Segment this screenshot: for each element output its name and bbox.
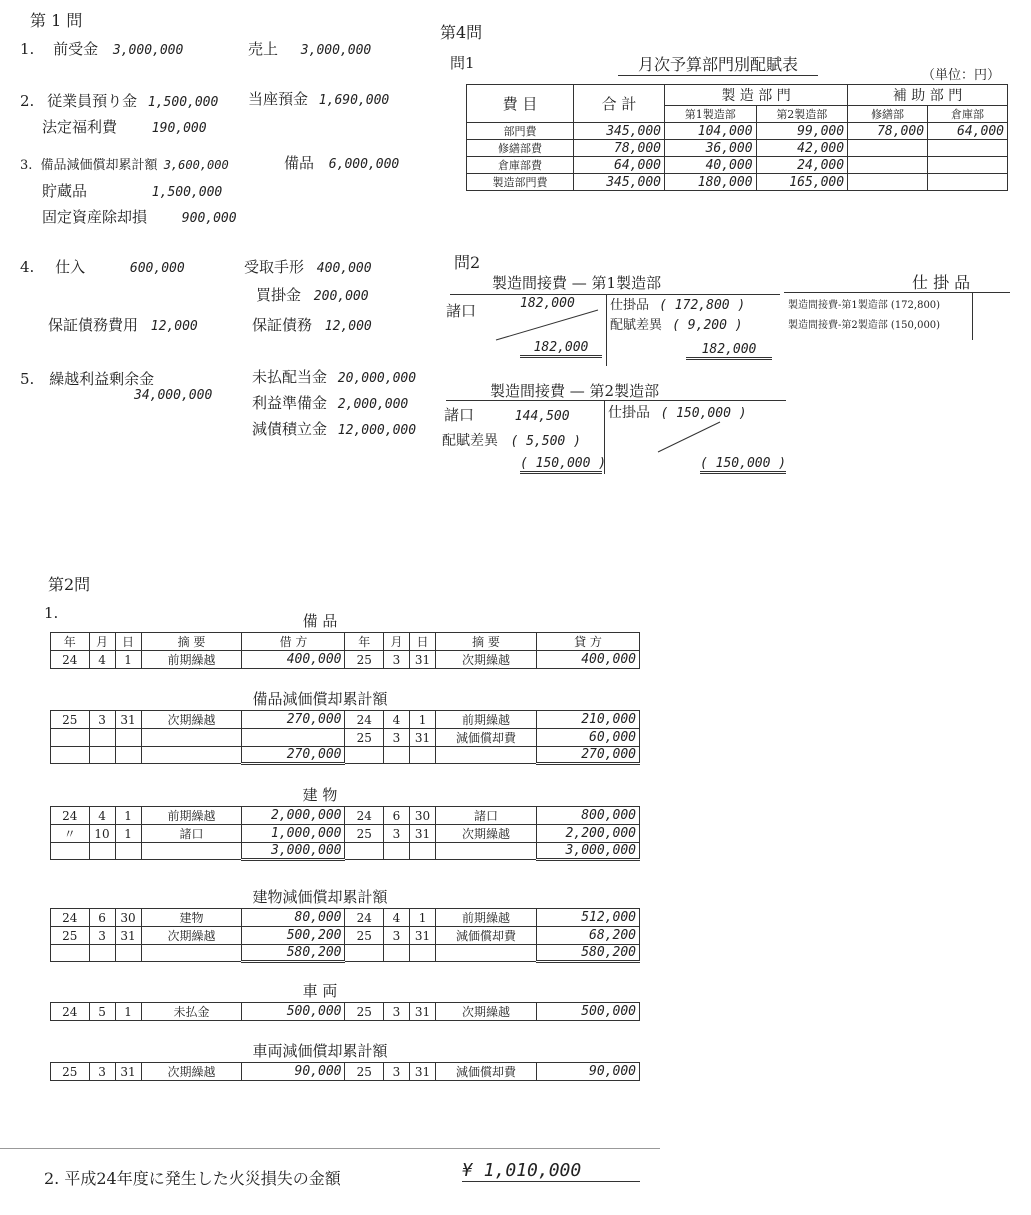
ledger-cell: 31	[410, 1063, 436, 1081]
ledger-cell: 31	[115, 711, 141, 729]
header-warehouse: 倉庫部	[928, 106, 1008, 123]
item-no: 5.	[20, 370, 35, 388]
t-account-2-l1	[444, 404, 570, 425]
q1-item-4	[20, 256, 185, 277]
ledger-cell	[383, 747, 409, 764]
entry-label: 仕掛品	[610, 298, 650, 313]
ledger-cell: 24	[345, 909, 384, 927]
ledger-cell: 減価償却費	[436, 729, 537, 747]
ledger-cell	[51, 843, 90, 860]
row-name: 修繕部費	[467, 140, 574, 157]
t-account-2-left-total: ( 150,000 )	[520, 456, 602, 474]
q1-item-2-line2	[42, 116, 207, 137]
q4-part2-label: 問2	[454, 253, 481, 272]
ledger-title: 備 品	[302, 612, 338, 630]
ledger-cell: 減価償却費	[436, 1063, 537, 1081]
ledger-cell	[436, 945, 537, 962]
t-account-1-right-total: 182,000	[686, 342, 772, 360]
cell: 345,000	[574, 174, 665, 191]
cell	[928, 174, 1008, 191]
ledger-cell: 25	[51, 1063, 90, 1081]
account-name: 利益準備金	[252, 394, 328, 412]
ledger-cell: 800,000	[536, 807, 639, 825]
t-account-1-slash	[492, 306, 602, 342]
entry-value: 144,500	[514, 409, 570, 424]
ledger-cell: 210,000	[536, 711, 639, 729]
ledger-header-m: 月	[89, 633, 115, 651]
account-name: 備品	[284, 154, 315, 172]
cell: 180,000	[665, 174, 757, 191]
account-name: 受取手形	[244, 258, 305, 276]
amount: 20,000,000	[337, 371, 417, 386]
ledger-cell	[436, 843, 537, 860]
ledger-cell: 25	[345, 825, 384, 843]
amount: 3,000,000	[112, 43, 184, 58]
ledger-cell	[89, 843, 115, 860]
ledger-cell: 前期繰越	[141, 807, 242, 825]
cell: 99,000	[756, 123, 848, 140]
ledger-total-row	[51, 747, 640, 764]
ledger-cell: 25	[345, 1003, 384, 1021]
ledger-cell: 4	[89, 807, 115, 825]
item-no: 4.	[20, 258, 35, 276]
header-aux: 補 助 部 門	[848, 85, 1008, 106]
ledger-cell: 25	[345, 927, 384, 945]
ledger-table	[50, 908, 640, 963]
ledger-title: 車両減価償却累計額	[252, 1042, 388, 1060]
q1-item-5-amount: 34,000,000	[134, 388, 213, 403]
ledger-cell: 3	[383, 825, 409, 843]
q2-title: 第2問	[48, 575, 91, 594]
t-account-2-topline	[446, 400, 786, 401]
amount: 3,000,000	[300, 43, 372, 58]
entry-value: ( 172,800 )	[659, 298, 746, 313]
separator	[0, 1148, 660, 1149]
q1-item-3-line3	[42, 206, 237, 227]
q1-item-4-debit2	[48, 314, 198, 335]
t-account-1-r1	[610, 294, 745, 313]
table-row	[51, 651, 640, 669]
ledger-header-d: 日	[115, 633, 141, 651]
table-row	[51, 927, 640, 945]
amount: 6,000,000	[328, 157, 400, 172]
ledger-cell: 580,200	[536, 945, 639, 962]
ledger-cell: 30	[115, 909, 141, 927]
item-no: 3.	[20, 158, 33, 173]
ledger-cell	[383, 945, 409, 962]
ledger-header-d: 日	[410, 633, 436, 651]
account-name: 従業員預り金	[47, 92, 138, 110]
ledger-cell: 3	[89, 711, 115, 729]
table-row	[467, 140, 1008, 157]
ledger-cell: 次期繰越	[436, 1003, 537, 1021]
amount: 3,600,000	[163, 158, 229, 172]
ledger-title: 車 両	[302, 982, 338, 1000]
ledger-cell	[242, 729, 345, 747]
ledger-cell: 90,000	[536, 1063, 639, 1081]
ledger-cell: 未払金	[141, 1003, 242, 1021]
ledger-cell: 次期繰越	[141, 1063, 242, 1081]
ledger-cell: 3	[383, 927, 409, 945]
ledger-cell	[89, 729, 115, 747]
q1-item-5	[20, 368, 154, 389]
ledger-cell	[51, 729, 90, 747]
header-d1: 第1製造部	[665, 106, 757, 123]
header-total: 合 計	[574, 85, 665, 123]
ledger-cell: 25	[345, 1063, 384, 1081]
ledger-header-memo: 摘 要	[141, 633, 242, 651]
ledger-cell: 1	[115, 807, 141, 825]
ledger-cell: 1	[115, 825, 141, 843]
ledger-cell: 4	[89, 651, 115, 669]
table-row	[51, 807, 640, 825]
table-row	[51, 1003, 640, 1021]
cell	[848, 140, 928, 157]
q4-part1-label: 問1	[450, 54, 475, 72]
ledger-cell: 25	[51, 927, 90, 945]
ledger-cell: 3	[383, 729, 409, 747]
ledger-cell	[51, 747, 90, 764]
q2-part1-label: 1.	[44, 604, 59, 622]
ledger-cell: 3	[89, 927, 115, 945]
ledger-cell: 24	[345, 807, 384, 825]
account-name: 未払配当金	[252, 368, 328, 386]
amount: 12,000	[150, 319, 198, 334]
ledger-cell: 90,000	[242, 1063, 345, 1081]
q1-item-5-credit1	[252, 366, 416, 387]
ledger-cell: 60,000	[536, 729, 639, 747]
ledger-header-credit: 貸 方	[536, 633, 639, 651]
ledger-cell: 270,000	[536, 747, 639, 764]
ledger-title: 建 物	[302, 786, 338, 804]
t-account-3-e1: 製造間接費-第1製造部 (172,800)	[788, 300, 941, 311]
cell	[928, 140, 1008, 157]
entry-value: ( 150,000 )	[660, 406, 747, 421]
q1-item-2-credit	[248, 88, 389, 109]
cell: 104,000	[665, 123, 757, 140]
ledger-cell: 31	[410, 927, 436, 945]
ledger-header-memo: 摘 要	[436, 633, 537, 651]
ledger-cell: 6	[89, 909, 115, 927]
q1-item-4-credit2	[256, 284, 369, 305]
item-no: 2.	[20, 92, 35, 110]
ledger-cell: 31	[410, 825, 436, 843]
ledger-cell: 〃	[51, 825, 90, 843]
ledger-cell: 580,200	[242, 945, 345, 962]
ledger-cell	[410, 843, 436, 860]
ledger-table	[50, 710, 640, 765]
ledger-cell	[141, 945, 242, 962]
ledger-cell: 500,000	[536, 1003, 639, 1021]
t-account-1-left-label: 諸口	[446, 302, 477, 320]
ledger-cell	[383, 843, 409, 860]
ledger-cell: 次期繰越	[436, 651, 537, 669]
ledger-cell: 400,000	[242, 651, 345, 669]
table-row	[51, 1063, 640, 1081]
amount: 1,690,000	[318, 93, 390, 108]
cell: 78,000	[574, 140, 665, 157]
ledger-cell	[345, 843, 384, 860]
account-name: 備品減価償却累計額	[40, 158, 158, 173]
q1-item-4-credit1	[244, 256, 372, 277]
ledger-cell	[115, 747, 141, 764]
ledger-cell: 4	[383, 711, 409, 729]
ledger-cell: 1	[115, 1003, 141, 1021]
ledger-cell: 1	[410, 711, 436, 729]
ledger-cell	[141, 843, 242, 860]
ledger-cell: 24	[51, 1003, 90, 1021]
q1-item-3-line2	[42, 180, 222, 201]
ledger-cell: 31	[410, 651, 436, 669]
entry-label: 仕掛品	[608, 405, 650, 421]
account-name: 法定福利費	[42, 118, 118, 136]
ledger-cell	[345, 945, 384, 962]
entry-label: 配賦差異	[610, 318, 663, 333]
ledger-cell	[89, 945, 115, 962]
ledger-cell: 1	[410, 909, 436, 927]
amount: 190,000	[151, 121, 207, 136]
ledger-header-row	[51, 633, 640, 651]
ledger-cell: 31	[115, 1063, 141, 1081]
header-d2: 第2製造部	[756, 106, 848, 123]
account-name: 当座預金	[248, 90, 309, 108]
ledger-cell: 3	[89, 1063, 115, 1081]
ledger-cell: 3	[383, 1003, 409, 1021]
account-name: 仕入	[55, 258, 86, 276]
ledger-cell: 512,000	[536, 909, 639, 927]
q1-item-5-credit2	[252, 392, 408, 413]
q2-part2-question: 2. 平成24年度に発生した火災損失の金額	[44, 1169, 341, 1188]
ledger-cell: 25	[345, 651, 384, 669]
ledger-cell: 24	[51, 651, 90, 669]
t-account-3-topline	[784, 292, 1010, 293]
t-account-2-right-total: ( 150,000 )	[700, 456, 786, 474]
t-account-2-slash	[654, 418, 724, 454]
amount: 900,000	[181, 211, 237, 226]
t-account-3-divider	[972, 292, 973, 340]
ledger-cell	[345, 747, 384, 764]
ledger-total-row	[51, 945, 640, 962]
t-account-3-title: 仕 掛 品	[912, 273, 971, 292]
ledger-cell: 25	[345, 729, 384, 747]
cell: 64,000	[574, 157, 665, 174]
ledger-cell: 1,000,000	[242, 825, 345, 843]
amount: 200,000	[313, 289, 369, 304]
ledger-cell: 前期繰越	[436, 909, 537, 927]
ledger-cell: 3	[383, 651, 409, 669]
ledger-header-y: 年	[51, 633, 90, 651]
entry-value: ( 5,500 )	[510, 434, 581, 449]
table-row	[51, 825, 640, 843]
cell: 165,000	[756, 174, 848, 191]
t-account-1-left-total: 182,000	[520, 340, 602, 358]
cell: 40,000	[665, 157, 757, 174]
amount: 600,000	[129, 261, 185, 276]
q1-item-5-credit3	[252, 418, 416, 439]
account-name: 保証債務	[252, 316, 313, 334]
ledger-cell: 24	[345, 711, 384, 729]
t-account-2-l2	[442, 430, 581, 450]
ledger-cell: 31	[410, 1003, 436, 1021]
table-row	[467, 123, 1008, 140]
allocation-table	[466, 84, 1008, 191]
amount: 1,500,000	[151, 185, 223, 200]
ledger-header-m: 月	[383, 633, 409, 651]
ledger-table	[50, 1062, 640, 1081]
q4-title: 第4問	[440, 23, 483, 42]
ledger-cell: 80,000	[242, 909, 345, 927]
amount: 2,000,000	[337, 397, 409, 412]
ledger-cell: 500,200	[242, 927, 345, 945]
ledger-cell: 前期繰越	[436, 711, 537, 729]
table-row	[467, 157, 1008, 174]
ledger-cell: 270,000	[242, 711, 345, 729]
table-row	[51, 909, 640, 927]
q1-item-4-credit3	[252, 314, 372, 335]
t-account-2-title: 製造間接費 — 第2製造部	[490, 382, 660, 400]
ledger-table	[50, 1002, 640, 1021]
q1-title: 第 1 問	[30, 11, 83, 30]
cell	[928, 157, 1008, 174]
amount: 1,500,000	[147, 95, 219, 110]
ledger-cell	[89, 747, 115, 764]
ledger-cell: 270,000	[242, 747, 345, 764]
item-no: 1.	[20, 40, 35, 58]
ledger-cell	[141, 729, 242, 747]
header-mfg: 製 造 部 門	[665, 85, 848, 106]
ledger-title: 建物減価償却累計額	[252, 888, 388, 906]
t-account-1-divider	[606, 294, 607, 366]
q1-item-3-credit	[284, 152, 399, 173]
ledger-title: 備品減価償却累計額	[252, 690, 388, 708]
q1-item-3	[20, 154, 229, 173]
ledger-cell	[141, 747, 242, 764]
account-name: 減債積立金	[252, 420, 328, 438]
ledger-cell: 500,000	[242, 1003, 345, 1021]
ledger-cell: 4	[383, 909, 409, 927]
table-row	[467, 174, 1008, 191]
t-account-1-title: 製造間接費 — 第1製造部	[492, 274, 662, 292]
q1-item-1-credit	[248, 38, 371, 59]
ledger-cell: 5	[89, 1003, 115, 1021]
ledger-cell: 減価償却費	[436, 927, 537, 945]
header-item: 費 目	[467, 85, 574, 123]
ledger-cell: 3,000,000	[536, 843, 639, 860]
allocation-table-title: 月次予算部門別配賦表	[618, 52, 818, 76]
ledger-cell: 6	[383, 807, 409, 825]
row-name: 倉庫部費	[467, 157, 574, 174]
ledger-cell: 次期繰越	[141, 711, 242, 729]
t-account-1-left-value: 182,000	[520, 296, 575, 311]
ledger-table	[50, 806, 640, 861]
ledger-header-debit: 借 方	[242, 633, 345, 651]
t-account-3-e2: 製造間接費-第2製造部 (150,000)	[788, 320, 941, 331]
ledger-cell	[410, 945, 436, 962]
table-row	[51, 711, 640, 729]
q1-item-1	[20, 38, 183, 59]
ledger-cell: 2,000,000	[242, 807, 345, 825]
ledger-cell: 次期繰越	[436, 825, 537, 843]
ledger-cell: 2,200,000	[536, 825, 639, 843]
account-name: 固定資産除却損	[42, 208, 148, 226]
ledger-total-row	[51, 843, 640, 860]
entry-label: 配賦差異	[442, 433, 498, 449]
ledger-cell: 30	[410, 807, 436, 825]
cell: 345,000	[574, 123, 665, 140]
ledger-cell	[410, 747, 436, 764]
ledger-cell: 3	[383, 1063, 409, 1081]
cell: 42,000	[756, 140, 848, 157]
ledger-cell: 25	[51, 711, 90, 729]
amount: 400,000	[316, 261, 372, 276]
ledger-cell	[115, 843, 141, 860]
cell: 24,000	[756, 157, 848, 174]
cell	[848, 174, 928, 191]
ledger-cell: 31	[115, 927, 141, 945]
amount: 12,000	[324, 319, 372, 334]
ledger-cell: 24	[51, 909, 90, 927]
ledger-cell: 10	[89, 825, 115, 843]
ledger-cell: 諸口	[436, 807, 537, 825]
ledger-cell: 1	[115, 651, 141, 669]
cell: 64,000	[928, 123, 1008, 140]
ledger-header-y: 年	[345, 633, 384, 651]
entry-value: ( 9,200 )	[672, 318, 743, 333]
ledger-cell	[51, 945, 90, 962]
account-name: 売上	[248, 40, 279, 58]
t-account-1-r2	[610, 314, 743, 333]
fire-loss-amount: ¥ 1,010,000	[462, 1160, 640, 1182]
account-name: 繰越利益剰余金	[49, 370, 155, 388]
ledger-cell: 次期繰越	[141, 927, 242, 945]
account-name: 買掛金	[256, 286, 302, 304]
ledger-cell: 24	[51, 807, 90, 825]
ledger-cell: 68,200	[536, 927, 639, 945]
ledger-cell: 400,000	[536, 651, 639, 669]
row-name: 製造部門費	[467, 174, 574, 191]
ledger-cell: 諸口	[141, 825, 242, 843]
ledger-table	[50, 632, 640, 669]
ledger-cell	[115, 729, 141, 747]
account-name: 前受金	[53, 40, 99, 58]
header-repair: 修繕部	[848, 106, 928, 123]
cell	[848, 157, 928, 174]
account-name: 保証債務費用	[48, 316, 139, 334]
table-row	[51, 729, 640, 747]
cell: 36,000	[665, 140, 757, 157]
row-name: 部門費	[467, 123, 574, 140]
ledger-cell: 3,000,000	[242, 843, 345, 860]
ledger-cell: 31	[410, 729, 436, 747]
ledger-cell	[115, 945, 141, 962]
account-name: 貯蔵品	[42, 182, 88, 200]
ledger-cell: 前期繰越	[141, 651, 242, 669]
unit-label: （単位：円）	[922, 68, 1001, 83]
amount: 12,000,000	[337, 423, 417, 438]
q1-item-2	[20, 90, 218, 111]
cell: 78,000	[848, 123, 928, 140]
ledger-cell: 建物	[141, 909, 242, 927]
entry-label: 諸口	[444, 406, 475, 424]
ledger-cell	[436, 747, 537, 764]
